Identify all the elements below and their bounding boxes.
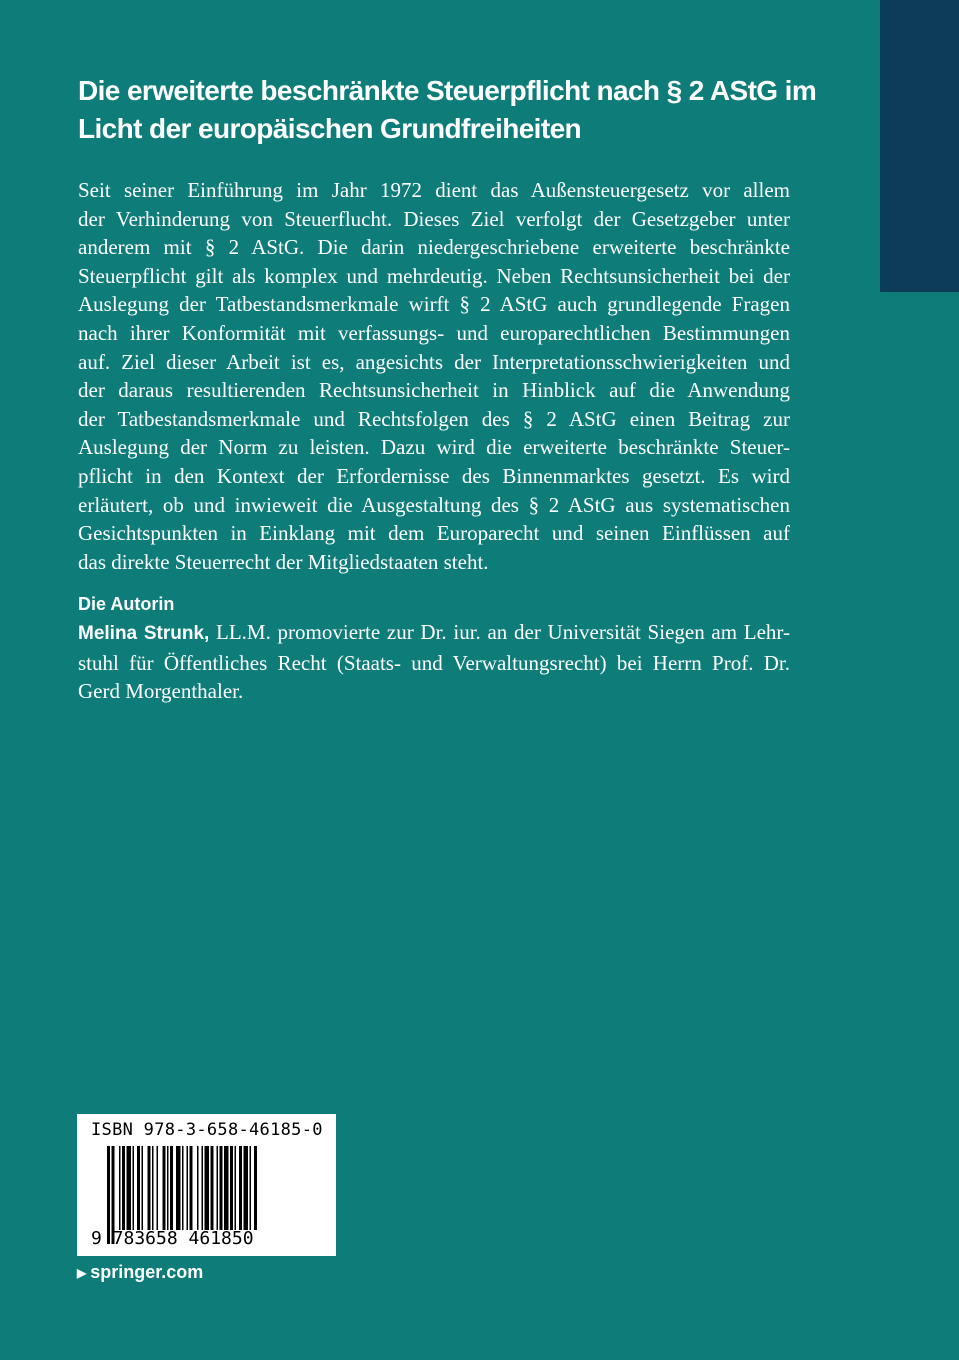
barcode-bar: [254, 1146, 257, 1230]
blurb-line: anderem mit § 2 AStG. Die darin niedergeschriebene erweiterte beschränkte: [78, 235, 790, 260]
book-title-line-1: Die erweiterte beschränkte Steuerpflicht nach § 2 AStG im: [78, 75, 817, 106]
barcode-bar: [142, 1146, 144, 1230]
barcode-bar: [119, 1146, 121, 1230]
barcode-bar: [217, 1146, 219, 1230]
barcode-bar: [202, 1146, 204, 1230]
blurb-line: das direkte Steuerrecht der Mitgliedstaaten steht.: [78, 549, 489, 574]
corner-color-band: [880, 0, 959, 292]
barcode-bar: [220, 1146, 223, 1230]
barcode-bar: [187, 1146, 189, 1230]
book-title-line-2: Licht der europäischen Grundfreiheiten: [78, 113, 582, 144]
author-name: Melina Strunk,: [78, 623, 210, 644]
barcode-bar: [205, 1146, 210, 1230]
barcode-bar: [148, 1146, 151, 1230]
blurb-line: der Tatbestandsmerkmale und Rechtsfolgen des § 2 AStG einen Beitrag zur: [78, 406, 790, 431]
barcode-bar: [235, 1146, 237, 1230]
blurb-line: erläutert, ob und inwieweit die Ausgestaltung des § 2 AStG aus systematischen: [78, 492, 790, 517]
isbn-barcode: [77, 1114, 336, 1256]
author-heading: Die Autorin: [78, 594, 175, 614]
barcode-bar: [157, 1146, 159, 1230]
publisher-link[interactable]: [77, 1262, 203, 1283]
blurb-line: Seit seiner Einführung im Jahr 1972 dient das Außensteuergesetz vor allem: [78, 178, 790, 202]
barcode-bar: [211, 1146, 214, 1230]
blurb-line: pflicht in den Kontext der Erfordernisse des Binnenmarktes gesetzt. Es wird: [78, 463, 790, 488]
arrow-right-icon: ▶: [77, 1265, 87, 1280]
blurb-line: nach ihrer Konformität mit verfassungs- und europarechtlichen Bestimmungen: [78, 320, 790, 345]
barcode-digits: 9 783658 461850: [91, 1228, 254, 1249]
blurb-line: Gesichtspunkten in Einklang mit dem Europarecht und seinen Einflüssen auf: [78, 521, 790, 546]
author-bio-line-3: Gerd Morgenthaler.: [78, 679, 244, 704]
blurb-line: der daraus resultierenden Rechtsunsicherheit in Hinblick auf die Anwendung: [78, 378, 790, 403]
author-bio-line-1: [78, 618, 790, 649]
book-blurb: [78, 176, 790, 576]
barcode-bar: [239, 1146, 242, 1230]
publisher-link-text: springer.com: [90, 1262, 204, 1282]
barcode-bar: [230, 1146, 233, 1230]
barcode-bar: [137, 1146, 140, 1230]
author-bio-line-2: stuhl für Öffentliches Recht (Staats- und Verwaltungsrecht) bei Herrn Prof. Dr.: [78, 650, 790, 675]
barcode-bar: [244, 1146, 249, 1230]
blurb-line: auf. Ziel dieser Arbeit ist es, angesichts der Interpretationsschwierigkeiten und: [78, 349, 790, 374]
barcode-bar: [133, 1146, 135, 1230]
barcode-bar: [170, 1146, 173, 1230]
isbn-number: ISBN 978-3-658-46185-0: [91, 1120, 323, 1140]
author-bio: [78, 618, 790, 706]
book-title: [78, 72, 817, 148]
author-bio-line-1-text: LL.M. promovierte zur Dr. iur. an der Universität Siegen am Lehr-: [209, 620, 790, 644]
barcode-bar: [224, 1146, 229, 1230]
blurb-line: Steuerpflicht gilt als komplex und mehrdeutig. Neben Rechtsunsicherheit bei der: [78, 263, 790, 288]
barcode-bar: [127, 1146, 132, 1230]
barcode-bar: [250, 1146, 252, 1230]
barcode-bar: [167, 1146, 169, 1230]
barcode-bar: [182, 1146, 184, 1230]
barcode-bar: [152, 1146, 154, 1230]
barcode-bar: [197, 1146, 199, 1230]
barcode-bar: [176, 1146, 181, 1230]
blurb-line: der Verhinderung von Steuerflucht. Dieses Ziel verfolgt der Gesetzgeber unter: [78, 206, 790, 231]
blurb-line: Auslegung der Norm zu leisten. Dazu wird die erweiterte beschränkte Steuer-: [78, 435, 790, 460]
barcode-bar: [190, 1146, 193, 1230]
blurb-line: Auslegung der Tatbestandsmerkmale wirft § 2 AStG auch grundlegende Fragen: [78, 292, 790, 317]
barcode-bar: [163, 1146, 166, 1230]
barcode-bar: [122, 1146, 125, 1230]
